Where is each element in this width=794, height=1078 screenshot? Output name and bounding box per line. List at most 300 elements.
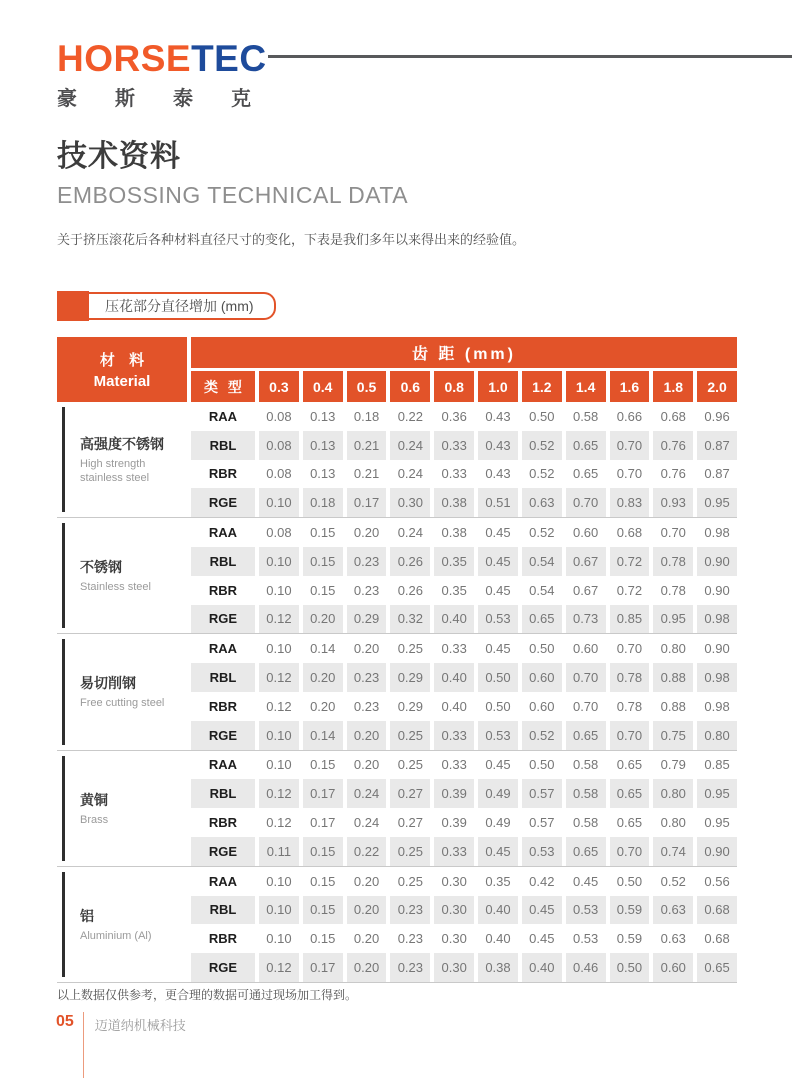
value-cell: 0.45 — [485, 525, 511, 541]
value-cell: 0.38 — [434, 488, 474, 517]
value-cell: 0.52 — [529, 466, 555, 482]
value-cell: 0.20 — [353, 641, 380, 657]
value-cell: 0.20 — [353, 757, 380, 773]
value-cell: 0.24 — [347, 779, 387, 808]
pitch-column-header: 1.6 — [610, 371, 650, 402]
type-cell: RAA — [208, 757, 238, 773]
value-cell: 0.23 — [347, 663, 387, 692]
value-cell: 0.65 — [610, 779, 650, 808]
value-cell: 0.10 — [259, 896, 299, 925]
type-cell: RBL — [191, 779, 255, 808]
value-cell: 0.67 — [572, 582, 599, 598]
value-cell: 0.72 — [616, 582, 643, 598]
value-cell: 0.50 — [616, 873, 643, 889]
material-name-cn: 不锈钢 — [80, 559, 122, 576]
type-cell: RBL — [191, 547, 255, 576]
value-cell: 0.95 — [697, 779, 737, 808]
value-cell: 0.25 — [397, 641, 424, 657]
value-cell: 0.27 — [390, 779, 430, 808]
value-cell: 0.53 — [566, 896, 606, 925]
value-cell: 0.26 — [390, 547, 430, 576]
value-cell: 0.18 — [353, 408, 380, 424]
value-cell: 0.10 — [266, 757, 292, 773]
pitch-column-header: 0.6 — [390, 371, 430, 402]
value-cell: 0.96 — [704, 408, 730, 424]
value-cell: 0.20 — [347, 953, 387, 982]
value-cell: 0.15 — [310, 873, 336, 889]
pitch-column-header: 2.0 — [697, 371, 737, 402]
section-label — [57, 291, 276, 321]
value-cell: 0.13 — [310, 408, 336, 424]
value-cell: 0.68 — [697, 896, 737, 925]
value-cell: 0.32 — [390, 605, 430, 634]
pitch-column-header: 1.0 — [478, 371, 518, 402]
value-cell: 0.24 — [397, 525, 424, 541]
value-cell: 0.15 — [310, 757, 336, 773]
value-cell: 0.90 — [697, 837, 737, 866]
value-cell: 0.59 — [616, 931, 643, 947]
value-cell: 0.70 — [660, 525, 686, 541]
value-cell: 0.43 — [478, 431, 518, 460]
material-name-en: Free cutting steel — [80, 697, 165, 710]
embossing-data-table — [57, 337, 737, 983]
value-cell: 0.17 — [347, 488, 387, 517]
value-cell: 0.83 — [610, 488, 650, 517]
value-cell: 0.58 — [572, 815, 599, 831]
type-cell: RBR — [208, 582, 238, 598]
table-header — [57, 337, 737, 402]
material-group — [57, 634, 737, 750]
section-marker-square — [57, 291, 89, 321]
pitch-column-header: 0.5 — [347, 371, 387, 402]
value-cell: 0.68 — [660, 408, 686, 424]
value-cell: 0.33 — [441, 466, 467, 482]
type-cell: RGE — [191, 721, 255, 750]
type-cell: RGE — [191, 488, 255, 517]
value-cell: 0.15 — [303, 896, 343, 925]
value-cell: 0.60 — [529, 698, 555, 714]
value-cell: 0.10 — [266, 641, 292, 657]
material-label-cell — [57, 518, 187, 633]
value-cell: 0.52 — [522, 431, 562, 460]
value-cell: 0.35 — [434, 547, 474, 576]
intro-text: 关于挤压滚花后各种材料直径尺寸的变化，下表是我们多年以来得出来的经验值。 — [57, 232, 526, 247]
value-cell: 0.56 — [704, 873, 730, 889]
value-cell: 0.73 — [566, 605, 606, 634]
material-name-cn: 黄铜 — [80, 791, 108, 808]
value-cell: 0.43 — [485, 466, 511, 482]
value-cell: 0.29 — [397, 698, 424, 714]
value-cell: 0.10 — [266, 931, 292, 947]
value-cell: 0.40 — [434, 663, 474, 692]
logo-chinese — [57, 82, 251, 111]
value-cell: 0.58 — [572, 408, 599, 424]
pitch-column-header: 0.3 — [259, 371, 299, 402]
value-cell: 0.98 — [697, 663, 737, 692]
value-cell: 0.90 — [697, 547, 737, 576]
value-cell: 0.74 — [653, 837, 693, 866]
footer-divider — [83, 1012, 84, 1078]
material-header-cn: 材 料 — [99, 352, 150, 369]
value-cell: 0.70 — [610, 721, 650, 750]
material-name-cn: 高强度不锈钢 — [80, 435, 164, 452]
value-cell: 0.08 — [259, 431, 299, 460]
type-cell: RGE — [191, 953, 255, 982]
value-cell: 0.52 — [660, 873, 686, 889]
material-label-cell — [57, 634, 187, 749]
value-cell: 0.40 — [485, 931, 511, 947]
page-number: 05 — [56, 1013, 74, 1030]
value-cell: 0.17 — [303, 779, 343, 808]
value-cell: 0.98 — [704, 698, 730, 714]
value-cell: 0.20 — [353, 873, 380, 889]
value-cell: 0.50 — [529, 757, 555, 773]
value-cell: 0.66 — [616, 408, 643, 424]
material-group — [57, 518, 737, 634]
value-cell: 0.78 — [616, 698, 643, 714]
type-cell: RBL — [191, 896, 255, 925]
value-cell: 0.65 — [616, 815, 643, 831]
value-cell: 0.76 — [660, 466, 686, 482]
value-cell: 0.45 — [485, 582, 511, 598]
value-cell: 0.54 — [522, 547, 562, 576]
value-cell: 0.79 — [660, 757, 686, 773]
value-cell: 0.45 — [478, 547, 518, 576]
value-cell: 0.67 — [566, 547, 606, 576]
type-cell: RBR — [208, 815, 238, 831]
value-cell: 0.45 — [485, 757, 511, 773]
value-cell: 0.20 — [347, 721, 387, 750]
material-group — [57, 751, 737, 867]
value-cell: 0.72 — [610, 547, 650, 576]
logo-word-blue: TEC — [191, 38, 267, 79]
value-cell: 0.20 — [353, 525, 380, 541]
material-name-cn: 铝 — [80, 907, 94, 924]
value-cell: 0.15 — [310, 525, 336, 541]
value-cell: 0.57 — [522, 779, 562, 808]
value-cell: 0.53 — [478, 605, 518, 634]
value-cell: 0.42 — [529, 873, 555, 889]
value-cell: 0.65 — [566, 431, 606, 460]
value-cell: 0.33 — [434, 837, 474, 866]
value-cell: 0.68 — [704, 931, 730, 947]
type-cell: RGE — [191, 605, 255, 634]
value-cell: 0.88 — [653, 663, 693, 692]
value-cell: 0.49 — [478, 779, 518, 808]
value-cell: 0.75 — [653, 721, 693, 750]
value-cell: 0.60 — [522, 663, 562, 692]
value-cell: 0.40 — [522, 953, 562, 982]
value-cell: 0.12 — [259, 779, 299, 808]
value-cell: 0.65 — [566, 721, 606, 750]
value-cell: 0.80 — [697, 721, 737, 750]
material-label-cell — [57, 867, 187, 982]
material-name-en: Brass — [80, 813, 109, 826]
value-cell: 0.70 — [566, 663, 606, 692]
footnote: 以上数据仅供参考，更合理的数据可通过现场加工得到。 — [57, 988, 358, 1002]
value-cell: 0.20 — [310, 698, 336, 714]
value-cell: 0.24 — [390, 431, 430, 460]
type-cell: RAA — [208, 408, 238, 424]
value-cell: 0.45 — [529, 931, 555, 947]
value-cell: 0.13 — [303, 431, 343, 460]
value-cell: 0.24 — [397, 466, 424, 482]
page-subtitle: EMBOSSING TECHNICAL DATA — [57, 182, 409, 208]
value-cell: 0.33 — [441, 641, 467, 657]
value-cell: 0.45 — [478, 837, 518, 866]
value-cell: 0.22 — [397, 408, 424, 424]
value-cell: 0.49 — [485, 815, 511, 831]
value-cell: 0.20 — [303, 663, 343, 692]
logo — [57, 40, 267, 111]
logo-chinese-char: 克 — [231, 88, 251, 110]
value-cell: 0.23 — [397, 931, 424, 947]
value-cell: 0.30 — [441, 931, 467, 947]
pitch-column-header: 1.8 — [653, 371, 693, 402]
value-cell: 0.21 — [347, 431, 387, 460]
value-cell: 0.12 — [259, 663, 299, 692]
material-label-cell — [57, 751, 187, 866]
value-cell: 0.13 — [310, 466, 336, 482]
value-cell: 0.58 — [572, 757, 599, 773]
material-header-en: Material — [93, 373, 151, 390]
value-cell: 0.70 — [616, 466, 643, 482]
value-cell: 0.87 — [697, 431, 737, 460]
value-cell: 0.85 — [704, 757, 730, 773]
value-cell: 0.60 — [572, 525, 599, 541]
value-cell: 0.43 — [485, 408, 511, 424]
value-cell: 0.10 — [259, 488, 299, 517]
value-cell: 0.14 — [310, 641, 336, 657]
value-cell: 0.95 — [704, 815, 730, 831]
value-cell: 0.95 — [653, 605, 693, 634]
pitch-column-header: 0.8 — [434, 371, 474, 402]
page-title: 技术资料 — [57, 140, 181, 173]
value-cell: 0.65 — [566, 837, 606, 866]
value-cell: 0.29 — [347, 605, 387, 634]
value-cell: 0.20 — [347, 896, 387, 925]
type-cell: RAA — [208, 873, 238, 889]
value-cell: 0.39 — [441, 815, 467, 831]
type-cell: RBL — [191, 431, 255, 460]
value-cell: 0.35 — [485, 873, 511, 889]
page-footer — [56, 1012, 186, 1078]
value-cell: 0.10 — [259, 547, 299, 576]
value-cell: 0.23 — [390, 953, 430, 982]
value-cell: 0.15 — [310, 931, 336, 947]
material-group — [57, 402, 737, 518]
header-rule — [268, 55, 792, 58]
value-cell: 0.11 — [259, 837, 299, 866]
value-cell: 0.65 — [572, 466, 599, 482]
value-cell: 0.20 — [303, 605, 343, 634]
value-cell: 0.90 — [704, 641, 730, 657]
pitch-header-cell: 齿 距 (mm) — [191, 337, 737, 368]
type-cell: RBR — [208, 931, 238, 947]
value-cell: 0.10 — [259, 721, 299, 750]
value-cell: 0.23 — [347, 547, 387, 576]
value-cell: 0.60 — [653, 953, 693, 982]
value-cell: 0.45 — [522, 896, 562, 925]
material-name-en: High strength stainless steel — [80, 457, 150, 485]
value-cell: 0.52 — [522, 721, 562, 750]
value-cell: 0.58 — [566, 779, 606, 808]
value-cell: 0.23 — [390, 896, 430, 925]
material-header-cell — [57, 337, 187, 402]
type-header-cell: 类 型 — [191, 371, 255, 402]
value-cell: 0.30 — [441, 873, 467, 889]
type-cell: RBL — [191, 663, 255, 692]
value-cell: 0.38 — [478, 953, 518, 982]
logo-chinese-char: 泰 — [173, 88, 193, 110]
pitch-column-header: 0.4 — [303, 371, 343, 402]
value-cell: 0.88 — [660, 698, 686, 714]
value-cell: 0.30 — [390, 488, 430, 517]
value-cell: 0.70 — [572, 698, 599, 714]
value-cell: 0.53 — [478, 721, 518, 750]
value-cell: 0.15 — [310, 582, 336, 598]
value-cell: 0.15 — [303, 547, 343, 576]
value-cell: 0.17 — [303, 953, 343, 982]
type-cell: RGE — [191, 837, 255, 866]
type-cell: RBR — [208, 466, 238, 482]
type-cell: RAA — [208, 525, 238, 541]
pitch-column-header: 1.4 — [566, 371, 606, 402]
value-cell: 0.90 — [704, 582, 730, 598]
value-cell: 0.70 — [610, 837, 650, 866]
value-cell: 0.95 — [697, 488, 737, 517]
value-cell: 0.23 — [353, 582, 380, 598]
value-cell: 0.30 — [434, 896, 474, 925]
material-label-cell — [57, 402, 187, 517]
value-cell: 0.65 — [616, 757, 643, 773]
type-cell: RAA — [208, 641, 238, 657]
value-cell: 0.25 — [397, 873, 424, 889]
value-cell: 0.98 — [704, 525, 730, 541]
value-cell: 0.80 — [660, 815, 686, 831]
value-cell: 0.39 — [434, 779, 474, 808]
value-cell: 0.65 — [697, 953, 737, 982]
value-cell: 0.24 — [353, 815, 380, 831]
value-cell: 0.33 — [434, 721, 474, 750]
value-cell: 0.35 — [441, 582, 467, 598]
section-label-text: 压花部分直径增加 (mm) — [89, 292, 276, 320]
value-cell: 0.29 — [390, 663, 430, 692]
value-cell: 0.50 — [485, 698, 511, 714]
value-cell: 0.68 — [616, 525, 643, 541]
value-cell: 0.80 — [653, 779, 693, 808]
value-cell: 0.80 — [660, 641, 686, 657]
value-cell: 0.85 — [610, 605, 650, 634]
value-cell: 0.08 — [266, 525, 292, 541]
value-cell: 0.25 — [390, 721, 430, 750]
value-cell: 0.08 — [266, 466, 292, 482]
value-cell: 0.12 — [259, 605, 299, 634]
value-cell: 0.57 — [529, 815, 555, 831]
value-cell: 0.22 — [347, 837, 387, 866]
material-name-en: Aluminium (Al) — [80, 929, 152, 942]
value-cell: 0.63 — [660, 931, 686, 947]
title-block — [57, 131, 408, 209]
value-cell: 0.10 — [266, 873, 292, 889]
value-cell: 0.18 — [303, 488, 343, 517]
value-cell: 0.10 — [266, 582, 292, 598]
value-cell: 0.50 — [529, 408, 555, 424]
type-cell: RBR — [208, 698, 238, 714]
value-cell: 0.50 — [529, 641, 555, 657]
value-cell: 0.93 — [653, 488, 693, 517]
logo-chinese-char: 斯 — [115, 88, 135, 110]
value-cell: 0.12 — [259, 953, 299, 982]
value-cell: 0.63 — [522, 488, 562, 517]
value-cell: 0.70 — [610, 431, 650, 460]
value-cell: 0.33 — [441, 757, 467, 773]
value-cell: 0.70 — [616, 641, 643, 657]
value-cell: 0.40 — [441, 698, 467, 714]
value-cell: 0.54 — [529, 582, 555, 598]
value-cell: 0.52 — [529, 525, 555, 541]
value-cell: 0.53 — [572, 931, 599, 947]
value-cell: 0.98 — [697, 605, 737, 634]
value-cell: 0.25 — [397, 757, 424, 773]
value-cell: 0.78 — [653, 547, 693, 576]
value-cell: 0.87 — [704, 466, 730, 482]
value-cell: 0.51 — [478, 488, 518, 517]
value-cell: 0.45 — [572, 873, 599, 889]
value-cell: 0.65 — [522, 605, 562, 634]
value-cell: 0.08 — [266, 408, 292, 424]
material-name-en: Stainless steel — [80, 581, 151, 594]
value-cell: 0.26 — [397, 582, 424, 598]
value-cell: 0.46 — [566, 953, 606, 982]
value-cell: 0.70 — [566, 488, 606, 517]
value-cell: 0.59 — [610, 896, 650, 925]
value-cell: 0.17 — [310, 815, 336, 831]
value-cell: 0.78 — [660, 582, 686, 598]
value-cell: 0.76 — [653, 431, 693, 460]
logo-wordmark — [57, 40, 267, 77]
value-cell: 0.12 — [266, 698, 292, 714]
logo-chinese-char: 豪 — [57, 88, 77, 110]
value-cell: 0.63 — [653, 896, 693, 925]
value-cell: 0.25 — [390, 837, 430, 866]
material-group — [57, 867, 737, 983]
value-cell: 0.30 — [434, 953, 474, 982]
pitch-column-header: 1.2 — [522, 371, 562, 402]
value-cell: 0.20 — [353, 931, 380, 947]
value-cell: 0.60 — [572, 641, 599, 657]
company-name: 迈道纳机械科技 — [94, 1018, 186, 1033]
value-cell: 0.15 — [303, 837, 343, 866]
value-cell: 0.45 — [485, 641, 511, 657]
logo-word-orange: HORSE — [57, 38, 192, 79]
value-cell: 0.14 — [303, 721, 343, 750]
value-cell: 0.33 — [434, 431, 474, 460]
value-cell: 0.12 — [266, 815, 292, 831]
value-cell: 0.36 — [441, 408, 467, 424]
value-cell: 0.21 — [353, 466, 380, 482]
value-cell: 0.23 — [353, 698, 380, 714]
value-cell: 0.53 — [522, 837, 562, 866]
value-cell: 0.38 — [441, 525, 467, 541]
value-cell: 0.50 — [478, 663, 518, 692]
value-cell: 0.78 — [610, 663, 650, 692]
value-cell: 0.40 — [478, 896, 518, 925]
material-name-cn: 易切削钢 — [80, 675, 136, 692]
value-cell: 0.50 — [610, 953, 650, 982]
value-cell: 0.27 — [397, 815, 424, 831]
table-body — [57, 402, 737, 983]
